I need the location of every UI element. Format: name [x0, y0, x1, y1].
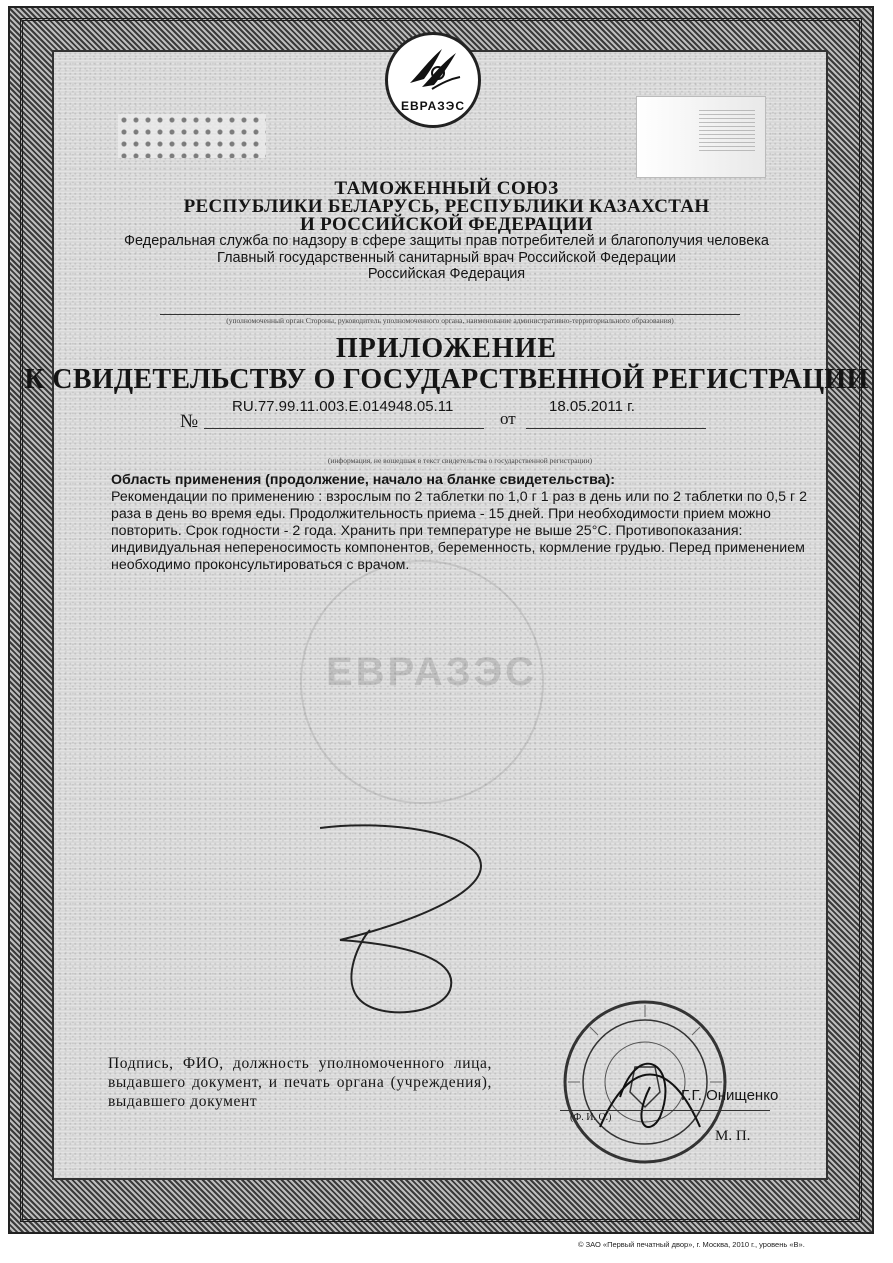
handwritten-signature [300, 820, 500, 1030]
signature-caption: Подпись, ФИО, должность уполномоченного лица, выдавшего документ, и печать органа (учреждения), выдавшего документ [108, 1055, 492, 1110]
document-title: ПРИЛОЖЕНИЕ [335, 333, 558, 364]
number-label: № [180, 411, 199, 432]
signer-name: Г.Г. Онищенко [681, 1087, 779, 1104]
date-underline [526, 428, 706, 429]
document-subtitle: К СВИДЕТЕЛЬСТВУ О ГОСУДАРСТВЕННОЙ РЕГИСТРАЦИИ [24, 364, 869, 395]
fio-label: (Ф. И. О.) [570, 1112, 612, 1123]
watermark-text: ЕВРАЗЭС [326, 650, 538, 694]
republics-line-2: И РОССИЙСКОЙ ФЕДЕРАЦИИ [300, 214, 593, 235]
eurasec-emblem-icon [402, 43, 464, 99]
country-name: Российская Федерация [367, 266, 526, 282]
federal-service: Федеральная служба по надзору в сфере защиты прав потребителей и благополучия человека [124, 233, 769, 249]
logo-text: ЕВРАЗЭС [400, 99, 465, 113]
usage-paragraph: Рекомендации по применению : взрослым по 2 таблетки по 1,0 г 1 раз в день или по 2 таблетки по 0,5 г 2 раза в день во время еды. Продолжительность приема - 15 дней. При необходимости прием можно повторить. Срок годности - 2 года. Хранить при температуре не выше 25°С. Противопоказания: индивидуальная непереносимость компонентов, беременность, кормление грудью. Перед применением необходимо проконсультироваться с врачом. [111, 489, 808, 573]
eurasec-logo [385, 32, 481, 128]
security-pattern [118, 114, 266, 158]
seal-place-label: М. П. [715, 1128, 751, 1144]
printer-footer: © ЗАО «Первый печатный двор», г. Москва, 2010 г., уровень «В». [578, 1240, 805, 1249]
signature-underline [560, 1110, 770, 1111]
date-label: от [500, 409, 516, 428]
chief-sanitary-doctor: Главный государственный санитарный врач Российской Федерации [217, 250, 676, 266]
authority-caption: (уполномоченный орган Стороны, руководитель уполномоченного органа, наименование административно-территориального образования) [160, 314, 740, 325]
number-underline [204, 428, 484, 429]
hologram-mark [636, 96, 766, 178]
area-of-use-title: Область применения (продолжение, начало на бланке свидетельства): [111, 472, 615, 488]
official-seal [560, 997, 730, 1167]
republics-line-1: РЕСПУБЛИКИ БЕЛАРУСЬ, РЕСПУБЛИКИ КАЗАХСТАН [183, 196, 710, 217]
union-title: ТАМОЖЕННЫЙ СОЮЗ [334, 178, 559, 199]
registration-date: 18.05.2011 г. [549, 398, 635, 415]
info-caption: (информация, не вошедшая в текст свидетельства о государственной регистрации) [327, 456, 593, 465]
registration-number: RU.77.99.11.003.Е.014948.05.11 [232, 398, 454, 415]
